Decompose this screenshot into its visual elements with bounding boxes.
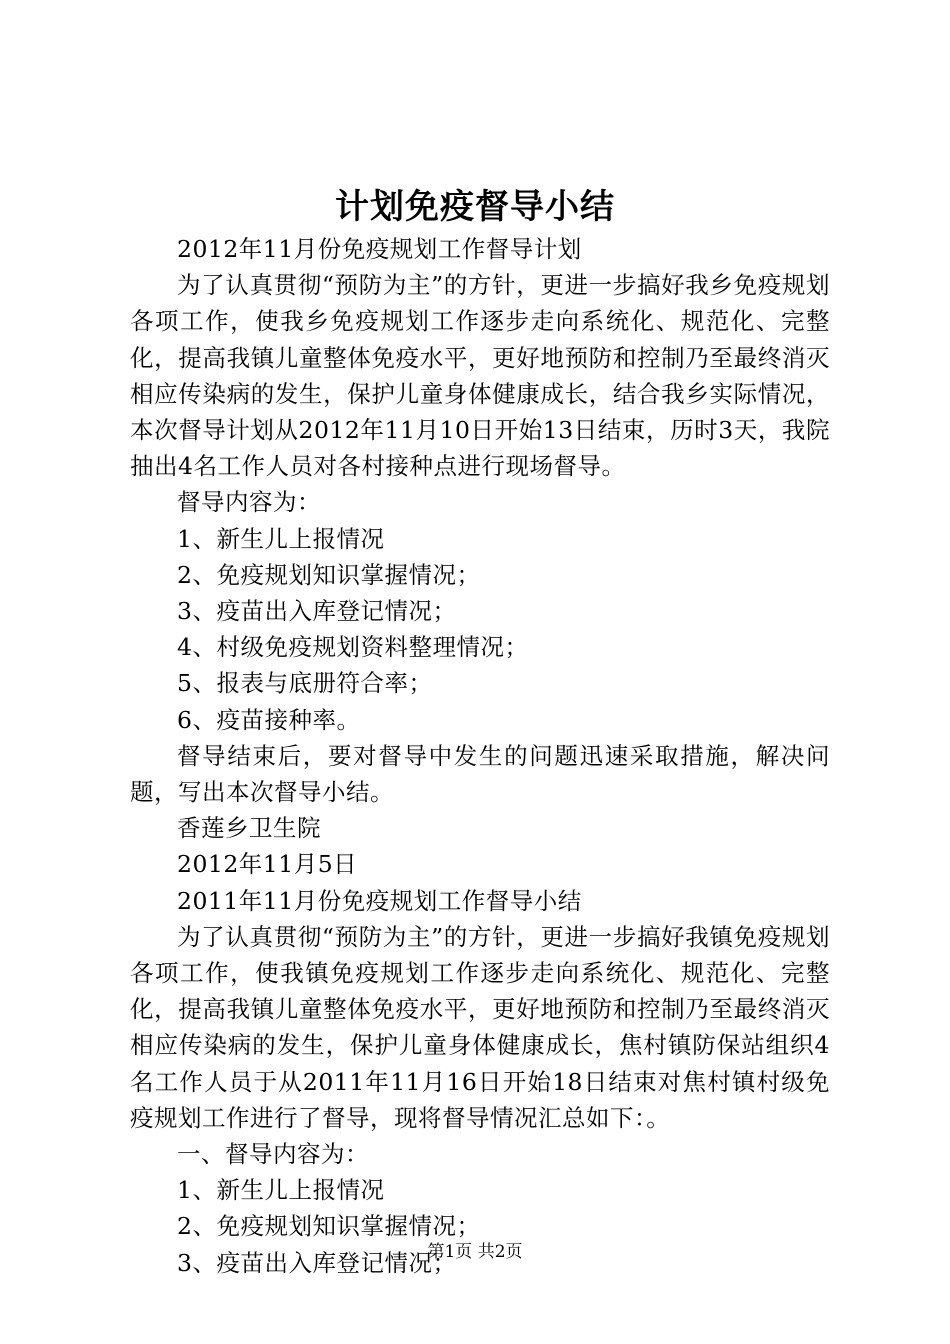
summary-heading: 2011年11月份免疫规划工作督导小结 [177, 886, 582, 915]
summary-content-label: 一、督导内容为： [177, 1140, 369, 1169]
signature-organization: 香莲乡卫生院 [177, 814, 321, 843]
list-item: 1、新生儿上报情况 [177, 524, 385, 553]
list-item: 5、报表与底册符合率； [177, 669, 433, 698]
document-body [130, 231, 830, 1281]
list-item: 2、免疫规划知识掌握情况； [177, 1212, 481, 1241]
summary-intro-paragraph: 为了认真贯彻“预防为主”的方针，更进一步搞好我镇免疫规划各项工作，使我镇免疫规划工作逐步走向系统化、规范化、完整化，提高我镇儿童整体免疫水平，更好地预防和控制乃至最终消灭相应传染病的发生，保护儿童身体健康成长，焦村镇防保站组织4名工作人员于从2011年11月16日开始18日结束对焦村镇村级免疫规划工作进行了督导，现将督导情况汇总如下：。 [130, 922, 830, 1132]
plan-content-label: 督导内容为： [177, 488, 321, 517]
document-title: 计划免疫督导小结 [335, 187, 615, 227]
plan-intro-paragraph: 为了认真贯彻“预防为主”的方针，更进一步搞好我乡免疫规划各项工作，使我乡免疫规划工作逐步走向系统化、规范化、完整化，提高我镇儿童整体免疫水平，更好地预防和控制乃至最终消灭相应传染病的发生，保护儿童身体健康成长，结合我乡实际情况，本次督导计划从2012年11月10日开始13日结束，历时3天，我院抽出4名工作人员对各村接种点进行现场督导。 [130, 271, 830, 481]
list-item: 4、村级免疫规划资料整理情况； [177, 633, 529, 662]
signature-date: 2012年11月5日 [177, 850, 358, 879]
plan-heading: 2012年11月份免疫规划工作督导计划 [177, 235, 582, 263]
list-item: 3、疫苗出入库登记情况； [177, 597, 457, 626]
list-item: 6、疫苗接种率。 [177, 705, 361, 734]
page-footer: 第1页 共2页 [427, 1242, 523, 1262]
list-item: 1、新生儿上报情况 [177, 1176, 385, 1205]
list-item: 2、免疫规划知识掌握情况； [177, 560, 481, 589]
plan-closing-paragraph: 督导结束后，要对督导中发生的问题迅速采取措施，解决问题，写出本次督导小结。 [130, 741, 830, 807]
list-item: 3、疫苗出入库登记情况； [177, 1248, 457, 1277]
